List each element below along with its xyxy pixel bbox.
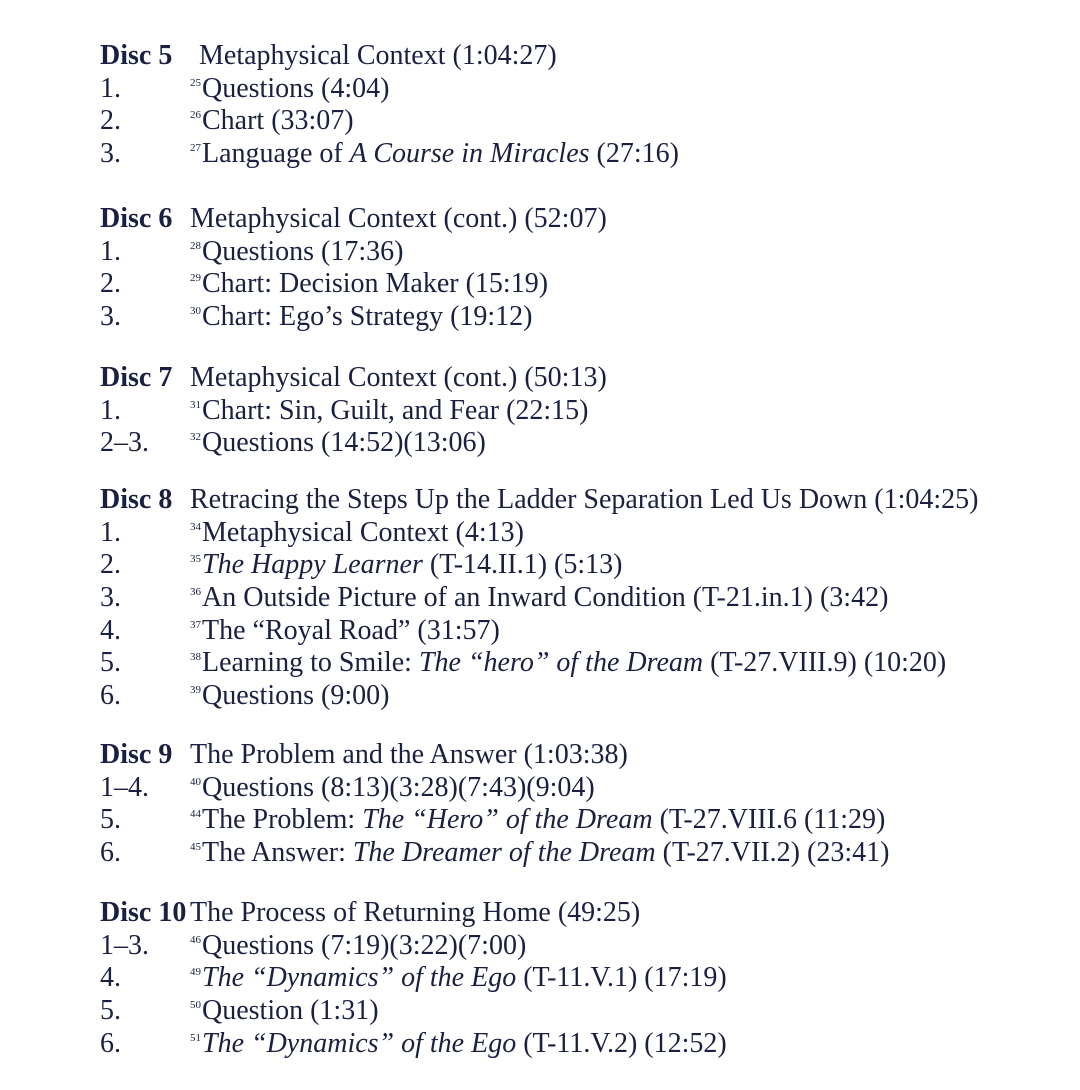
track-number: 2. (100, 268, 121, 300)
disc-title: Retracing the Steps Up the Ladder Separation Led Us Down (1:04:25) (190, 484, 979, 515)
track-title: Questions (17:36) (202, 235, 404, 267)
track-title: Questions (8:13)(3:28)(7:43)(9:04) (202, 771, 595, 803)
track-number: 1. (100, 516, 121, 548)
track-row (0, 837, 1080, 870)
track-title: Questions (14:52)(13:06) (202, 427, 486, 459)
track-title: (T-27.VII.2) (23:41) (655, 837, 890, 869)
track-index: 40 (190, 775, 201, 788)
track-row (0, 138, 1080, 171)
disc-heading (0, 897, 1080, 930)
track-index: 37 (190, 618, 201, 631)
track-row (0, 236, 1080, 269)
track-row (0, 680, 1080, 713)
disc-heading (0, 203, 1080, 236)
disc-label: Disc 9 (100, 739, 173, 770)
track-index: 39 (190, 684, 201, 697)
track-row (0, 268, 1080, 301)
track-row (0, 549, 1080, 582)
track-title: (T-14.II.1) (5:13) (422, 549, 623, 581)
track-title-italic: The “Dynamics” of the Ego (202, 962, 517, 994)
track-row (0, 930, 1080, 963)
track-number: 1–4. (100, 771, 149, 803)
disc-heading (0, 362, 1080, 395)
track-title: The “Royal Road” (31:57) (202, 614, 500, 646)
disc-label: Disc 7 (100, 362, 173, 393)
track-number: 3. (100, 582, 121, 614)
track-row (0, 647, 1080, 680)
track-title-italic: The “Hero” of the Dream (362, 804, 653, 836)
track-index: 35 (190, 553, 201, 566)
track-title-prefix: The Problem: (202, 804, 363, 836)
track-index: 50 (190, 999, 201, 1012)
track-title: Metaphysical Context (4:13) (202, 516, 524, 548)
track-title-italic: The “Dynamics” of the Ego (202, 1027, 517, 1059)
track-row (0, 582, 1080, 615)
track-index: 29 (190, 272, 201, 285)
track-text (190, 680, 389, 718)
track-number: 3. (100, 301, 121, 333)
track-title: Chart (33:07) (202, 105, 354, 137)
track-number: 1. (100, 72, 121, 104)
track-text (190, 1028, 727, 1066)
disc-section (0, 484, 1080, 713)
track-number: 1–3. (100, 929, 149, 961)
track-number: 5. (100, 647, 121, 679)
disc-section (0, 40, 1080, 171)
track-index: 34 (190, 520, 201, 533)
track-index: 28 (190, 239, 201, 252)
track-row (0, 772, 1080, 805)
track-title-prefix: Learning to Smile: (202, 647, 419, 679)
track-title: Chart: Sin, Guilt, and Fear (22:15) (202, 394, 589, 426)
track-number: 5. (100, 995, 121, 1027)
track-row (0, 105, 1080, 138)
track-title-italic: The Happy Learner (202, 549, 423, 581)
track-title: An Outside Picture of an Inward Condition (T-21.in.1) (3:42) (202, 582, 889, 614)
track-title: (T-11.V.2) (12:52) (516, 1027, 727, 1059)
track-row (0, 615, 1080, 648)
track-number: 2–3. (100, 427, 149, 459)
track-index: 45 (190, 841, 201, 854)
track-title-italic: A Course in Miracles (349, 138, 590, 170)
track-number: 2. (100, 549, 121, 581)
track-text (190, 837, 889, 875)
track-number: 6. (100, 1027, 121, 1059)
disc-label: Disc 8 (100, 484, 173, 515)
track-title: Questions (4:04) (202, 72, 390, 104)
track-index: 46 (190, 933, 201, 946)
track-title: (27:16) (589, 138, 679, 170)
track-title: (T-11.V.1) (17:19) (516, 962, 727, 994)
disc-section (0, 203, 1080, 334)
disc-section (0, 362, 1080, 460)
track-row (0, 427, 1080, 460)
track-number: 4. (100, 962, 121, 994)
track-row (0, 395, 1080, 428)
track-title: Questions (9:00) (202, 680, 390, 712)
track-title-italic: The “hero” of the Dream (418, 647, 704, 679)
disc-title: The Process of Returning Home (49:25) (190, 897, 641, 928)
track-row (0, 995, 1080, 1028)
disc-heading (0, 40, 1080, 73)
track-title-prefix: The Answer: (202, 837, 353, 869)
track-text (190, 138, 679, 176)
track-title: Chart: Ego’s Strategy (19:12) (202, 301, 533, 333)
track-number: 5. (100, 804, 121, 836)
disc-label: Disc 6 (100, 203, 173, 234)
track-text (190, 301, 533, 339)
track-number: 2. (100, 105, 121, 137)
track-title: (T-27.VIII.6 (11:29) (652, 804, 886, 836)
track-number: 4. (100, 614, 121, 646)
track-number: 6. (100, 837, 121, 869)
disc-title: Metaphysical Context (cont.) (50:13) (190, 362, 607, 393)
track-index: 25 (190, 76, 201, 89)
track-index: 27 (190, 142, 201, 155)
disc-title: Metaphysical Context (1:04:27) (199, 40, 557, 71)
track-title-italic: The Dreamer of the Dream (352, 837, 656, 869)
track-row (0, 73, 1080, 106)
track-index: 44 (190, 808, 201, 821)
track-title: Chart: Decision Maker (15:19) (202, 268, 549, 300)
track-row (0, 804, 1080, 837)
track-row (0, 517, 1080, 550)
track-number: 3. (100, 138, 121, 170)
track-title: Questions (7:19)(3:22)(7:00) (202, 929, 527, 961)
track-index: 30 (190, 305, 201, 318)
track-index: 32 (190, 431, 201, 444)
disc-label: Disc 10 (100, 897, 187, 928)
track-row (0, 962, 1080, 995)
disc-title: The Problem and the Answer (1:03:38) (190, 739, 628, 770)
track-title: Question (1:31) (202, 995, 379, 1027)
track-index: 26 (190, 109, 201, 122)
track-title-prefix: Language of (202, 138, 350, 170)
disc-section (0, 739, 1080, 870)
track-number: 1. (100, 394, 121, 426)
track-title: (T-27.VIII.9) (10:20) (703, 647, 947, 679)
track-row (0, 1028, 1080, 1061)
track-index: 38 (190, 651, 201, 664)
track-number: 1. (100, 235, 121, 267)
disc-label: Disc 5 (100, 40, 173, 71)
track-index: 49 (190, 966, 201, 979)
track-number: 6. (100, 680, 121, 712)
track-index: 36 (190, 586, 201, 599)
disc-title: Metaphysical Context (cont.) (52:07) (190, 203, 607, 234)
disc-heading (0, 484, 1080, 517)
disc-heading (0, 739, 1080, 772)
disc-section (0, 897, 1080, 1060)
track-index: 51 (190, 1031, 201, 1044)
track-text (190, 427, 486, 465)
track-row (0, 301, 1080, 334)
track-index: 31 (190, 398, 201, 411)
